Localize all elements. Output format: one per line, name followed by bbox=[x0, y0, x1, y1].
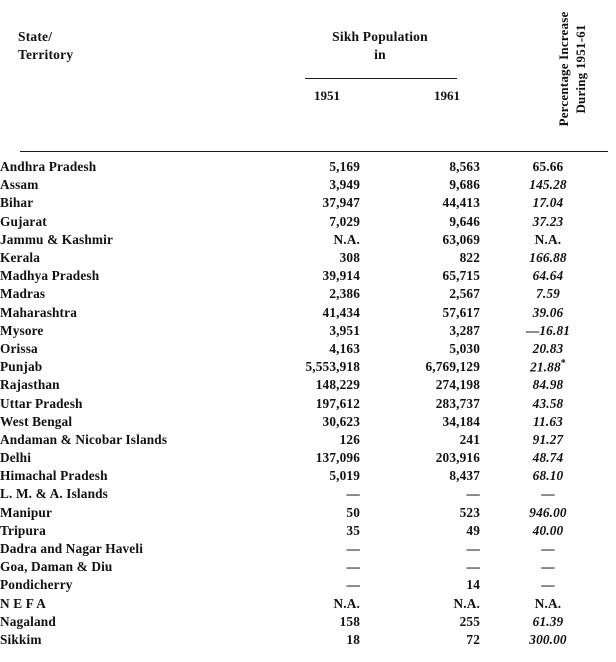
cell-population-1961: 283,737 bbox=[435, 395, 480, 411]
cell-population-1951: 5,019 bbox=[329, 468, 360, 484]
table-row bbox=[0, 449, 616, 467]
cell-state-territory: Nagaland bbox=[0, 613, 56, 629]
cell-state-territory: Bihar bbox=[0, 195, 34, 211]
cell-population-1951: 35 bbox=[346, 522, 360, 538]
sikh-population-table bbox=[0, 158, 616, 649]
cell-population-1961: — bbox=[466, 486, 480, 502]
cell-state-territory: Andaman & Nicobar Islands bbox=[0, 431, 168, 447]
table-body bbox=[0, 158, 616, 649]
cell-population-1961: — bbox=[466, 541, 480, 557]
cell-population-1961: 44,413 bbox=[442, 195, 480, 211]
table-row bbox=[0, 158, 616, 176]
cell-percentage-increase: 64.64 bbox=[532, 268, 564, 284]
cell-population-1961: 3,287 bbox=[449, 322, 480, 338]
cell-population-1961: 241 bbox=[459, 431, 480, 447]
cell-percentage-increase: —16.81 bbox=[525, 322, 571, 338]
cell-population-1951: — bbox=[346, 486, 360, 502]
cell-state-territory: Tripura bbox=[0, 522, 46, 538]
cell-population-1961: 34,184 bbox=[442, 413, 480, 429]
table-row bbox=[0, 631, 616, 649]
table-row bbox=[0, 394, 616, 412]
cell-population-1961: 203,916 bbox=[435, 450, 480, 466]
cell-population-1951: 3,951 bbox=[329, 322, 360, 338]
cell-state-territory: Pondicherry bbox=[0, 577, 73, 593]
cell-percentage-increase: — bbox=[541, 486, 555, 502]
column-group-header-sikh-population bbox=[300, 28, 460, 64]
cell-state-territory: Sikkim bbox=[0, 631, 42, 647]
cell-percentage-increase: 68.10 bbox=[532, 468, 564, 484]
table-row bbox=[0, 540, 616, 558]
cell-population-1961: 14 bbox=[466, 577, 480, 593]
cell-percentage-increase: 61.39 bbox=[532, 613, 564, 629]
cell-population-1961: 822 bbox=[459, 250, 480, 266]
cell-state-territory: Delhi bbox=[0, 450, 32, 466]
cell-population-1961: 9,686 bbox=[449, 177, 480, 193]
cell-state-territory: N E F A bbox=[0, 595, 46, 611]
cell-population-1961: 6,769,129 bbox=[425, 359, 480, 375]
table-row bbox=[0, 485, 616, 503]
cell-percentage-increase: 91.27 bbox=[532, 431, 564, 447]
cell-population-1951: 39,914 bbox=[322, 268, 360, 284]
cell-percentage-increase: 11.63 bbox=[533, 413, 563, 429]
cell-population-1961: 523 bbox=[459, 504, 480, 520]
cell-state-territory: Goa, Daman & Diu bbox=[0, 559, 113, 575]
cell-percentage-increase: 166.88 bbox=[529, 250, 567, 266]
cell-population-1961: 255 bbox=[459, 613, 480, 629]
cell-percentage-increase: 84.98 bbox=[532, 377, 564, 393]
cell-population-1961: 63,069 bbox=[442, 231, 480, 247]
cell-percentage-increase: — bbox=[541, 559, 555, 575]
cell-percentage-increase: 7.59 bbox=[536, 286, 560, 302]
cell-percentage-increase: — bbox=[541, 577, 555, 593]
cell-population-1951: 41,434 bbox=[322, 304, 360, 320]
cell-percentage-increase: 40.00 bbox=[532, 522, 564, 538]
cell-population-1951: — bbox=[346, 559, 360, 575]
cell-population-1961: 8,437 bbox=[449, 468, 480, 484]
cell-percentage-increase: 48.74 bbox=[532, 450, 564, 466]
cell-percentage-increase: 145.28 bbox=[529, 177, 567, 193]
cell-percentage-increase: 39.06 bbox=[532, 304, 564, 320]
cell-state-territory: Kerala bbox=[0, 250, 41, 266]
cell-state-territory: Jammu & Kashmir bbox=[0, 231, 114, 247]
table-row bbox=[0, 558, 616, 576]
column-header-state-territory bbox=[18, 28, 73, 64]
table-row bbox=[0, 249, 616, 267]
cell-population-1951: N.A. bbox=[333, 231, 360, 247]
header-bottom-rule bbox=[20, 151, 608, 152]
percentage-value: 21.88 bbox=[530, 359, 561, 375]
cell-state-territory: L. M. & A. Islands bbox=[0, 486, 108, 502]
state-territory-line-1: State/ bbox=[18, 29, 53, 44]
cell-population-1951: 126 bbox=[339, 431, 360, 447]
cell-population-1951: 5,553,918 bbox=[305, 359, 360, 375]
table-row bbox=[0, 213, 616, 231]
cell-percentage-increase: — bbox=[541, 541, 555, 557]
cell-state-territory: Andhra Pradesh bbox=[0, 159, 97, 175]
cell-population-1951: 137,096 bbox=[315, 450, 360, 466]
cell-population-1951: 148,229 bbox=[315, 377, 360, 393]
cell-population-1961: 5,030 bbox=[449, 340, 480, 356]
table-row bbox=[0, 231, 616, 249]
table-header bbox=[0, 0, 616, 152]
cell-population-1961: 274,198 bbox=[435, 377, 480, 393]
cell-population-1961: — bbox=[466, 559, 480, 575]
percentage-header-line-1: Percentage Increase bbox=[556, 11, 571, 127]
cell-state-territory: West Bengal bbox=[0, 413, 73, 429]
table-row bbox=[0, 613, 616, 631]
cell-state-territory: Gujarat bbox=[0, 213, 47, 229]
cell-population-1961: N.A. bbox=[453, 595, 480, 611]
table-row bbox=[0, 431, 616, 449]
cell-population-1951: 30,623 bbox=[322, 413, 360, 429]
cell-population-1951: 2,386 bbox=[329, 286, 360, 302]
cell-state-territory: Dadra and Nagar Haveli bbox=[0, 541, 144, 557]
cell-percentage-increase: 20.83 bbox=[532, 340, 564, 356]
footnote-asterisk: * bbox=[560, 358, 566, 370]
cell-state-territory: Uttar Pradesh bbox=[0, 395, 83, 411]
percentage-header-line-2: During 1951-61 bbox=[573, 24, 588, 114]
group-header-rule bbox=[305, 78, 457, 79]
cell-population-1951: 197,612 bbox=[315, 395, 360, 411]
cell-state-territory: Maharashtra bbox=[0, 304, 77, 320]
cell-population-1951: 7,029 bbox=[329, 213, 360, 229]
cell-population-1951: — bbox=[346, 577, 360, 593]
cell-population-1961: 57,617 bbox=[442, 304, 480, 320]
cell-population-1951: 308 bbox=[339, 250, 360, 266]
table-row bbox=[0, 413, 616, 431]
cell-population-1951: 158 bbox=[339, 613, 360, 629]
table-row bbox=[0, 522, 616, 540]
cell-percentage-increase: N.A. bbox=[534, 231, 562, 247]
table-row bbox=[0, 285, 616, 303]
sikh-population-title: Sikh Population bbox=[332, 29, 428, 44]
state-territory-line-2: Territory bbox=[18, 47, 74, 62]
cell-percentage-increase bbox=[480, 358, 616, 376]
table-row bbox=[0, 376, 616, 394]
cell-percentage-increase: 65.66 bbox=[532, 159, 564, 175]
cell-population-1961: 2,567 bbox=[449, 286, 480, 302]
cell-population-1961: 9,646 bbox=[449, 213, 480, 229]
cell-population-1951: 37,947 bbox=[322, 195, 360, 211]
column-header-percentage-increase bbox=[497, 0, 616, 144]
cell-state-territory: Rajasthan bbox=[0, 377, 60, 393]
cell-percentage-increase: N.A. bbox=[534, 595, 562, 611]
cell-population-1951: 50 bbox=[346, 504, 360, 520]
cell-population-1951: 4,163 bbox=[329, 340, 360, 356]
cell-state-territory: Madhya Pradesh bbox=[0, 268, 100, 284]
cell-population-1961: 8,563 bbox=[449, 159, 480, 175]
table-row bbox=[0, 176, 616, 194]
table-row bbox=[0, 358, 616, 376]
cell-state-territory: Punjab bbox=[0, 359, 43, 375]
table-row bbox=[0, 194, 616, 212]
table-row bbox=[0, 467, 616, 485]
cell-state-territory: Himachal Pradesh bbox=[0, 468, 108, 484]
table-row bbox=[0, 322, 616, 340]
cell-state-territory: Manipur bbox=[0, 504, 53, 520]
table-row bbox=[0, 576, 616, 594]
cell-percentage-increase: 300.00 bbox=[529, 631, 567, 647]
table-row bbox=[0, 304, 616, 322]
cell-percentage-increase: 946.00 bbox=[529, 504, 567, 520]
cell-population-1951: N.A. bbox=[333, 595, 360, 611]
cell-population-1961: 65,715 bbox=[442, 268, 480, 284]
cell-state-territory: Mysore bbox=[0, 322, 44, 338]
table-row bbox=[0, 595, 616, 613]
cell-percentage-increase: 43.58 bbox=[532, 395, 564, 411]
cell-population-1961: 49 bbox=[466, 522, 480, 538]
cell-state-territory: Assam bbox=[0, 177, 39, 193]
table-row bbox=[0, 504, 616, 522]
cell-population-1951: 5,169 bbox=[329, 159, 360, 175]
sikh-population-subtitle: in bbox=[374, 47, 386, 62]
cell-state-territory: Orissa bbox=[0, 340, 38, 356]
table-row bbox=[0, 340, 616, 358]
cell-state-territory: Madras bbox=[0, 286, 46, 302]
cell-percentage-increase: 17.04 bbox=[532, 195, 564, 211]
column-header-1951: 1951 bbox=[314, 88, 340, 103]
cell-population-1951: 18 bbox=[346, 631, 360, 647]
cell-population-1951: 3,949 bbox=[329, 177, 360, 193]
cell-population-1961: 72 bbox=[466, 631, 480, 647]
cell-percentage-increase: 37.23 bbox=[532, 213, 564, 229]
table-row bbox=[0, 267, 616, 285]
cell-population-1951: — bbox=[346, 541, 360, 557]
column-header-1961: 1961 bbox=[434, 88, 460, 103]
